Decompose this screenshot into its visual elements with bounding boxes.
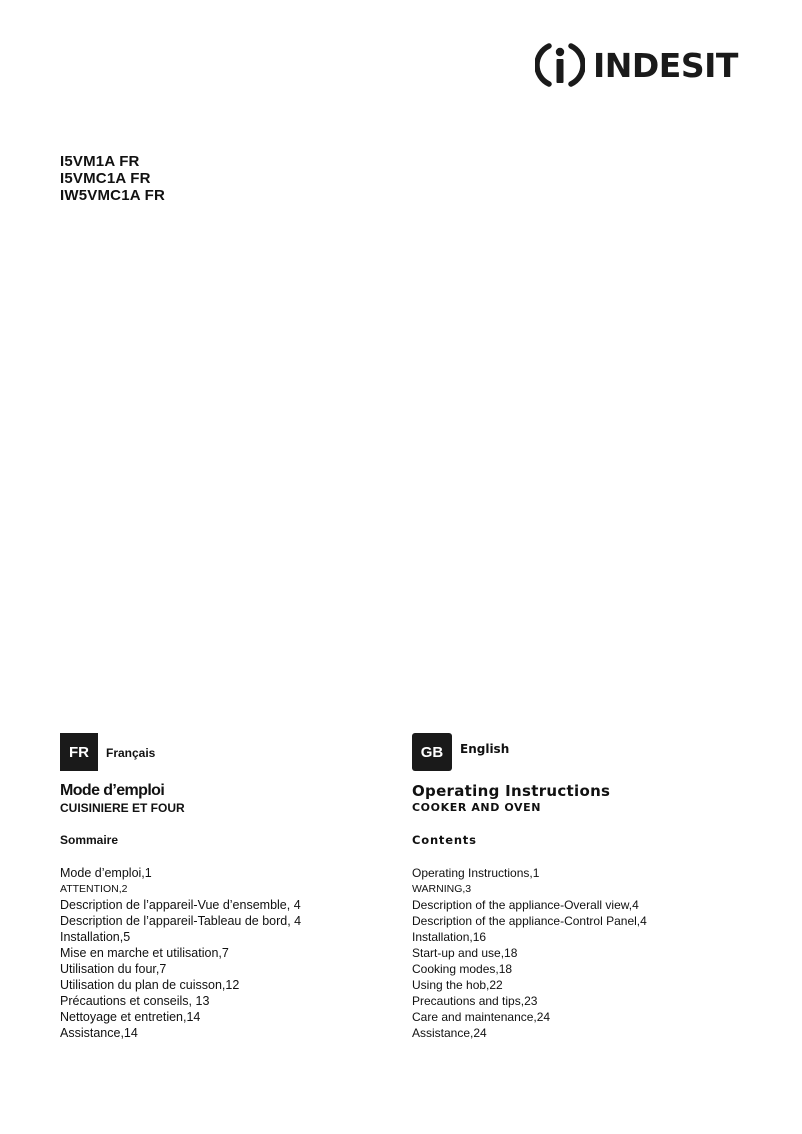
model-number: I5VM1A FR: [60, 153, 140, 170]
document-subtitle: CUISINIERE ET FOUR: [60, 801, 185, 815]
toc-item: Care and maintenance,24: [412, 1010, 551, 1024]
toc-item: WARNING,3: [412, 883, 472, 895]
toc-item: Mise en marche et utilisation,7: [60, 946, 229, 960]
toc-item: Installation,16: [412, 930, 487, 944]
document-subtitle: COOKER AND OVEN: [412, 801, 542, 814]
section-french: [60, 733, 390, 1041]
toc-item: Utilisation du plan de cuisson,12: [60, 978, 240, 992]
toc-item: Description de l’appareil-Vue d’ensemble, 4: [60, 898, 301, 912]
language-badge: FR: [60, 733, 98, 771]
toc-item: Utilisation du four,7: [60, 962, 167, 976]
document-title: Operating Instructions: [412, 782, 611, 800]
toc-item: Assistance,14: [60, 1026, 138, 1040]
toc-item: Description de l’appareil-Tableau de bord, 4: [60, 914, 302, 928]
section-english: [412, 733, 752, 1041]
language-badge: GB: [412, 733, 452, 771]
model-list: [60, 153, 165, 204]
toc-item: ATTENTION,2: [60, 883, 128, 895]
language-name: Français: [106, 746, 156, 760]
toc-item: Description of the appliance-Overall view,4: [412, 898, 639, 912]
contents-heading: Contents: [412, 833, 477, 847]
toc-item: Precautions and tips,23: [412, 994, 538, 1008]
indesit-logo-icon: [535, 38, 585, 92]
document-title: Mode d’emploi: [60, 782, 165, 799]
toc-item: Assistance,24: [412, 1026, 487, 1040]
language-name: English: [460, 742, 510, 756]
toc-item: Précautions et conseils, 13: [60, 994, 210, 1008]
contents-heading: Sommaire: [60, 833, 119, 847]
toc-item: Installation,5: [60, 930, 131, 944]
toc-item: Nettoyage et entretien,14: [60, 1010, 201, 1024]
language-header: [60, 733, 390, 773]
brand-logo: [535, 38, 738, 92]
model-number: I5VMC1A FR: [60, 170, 151, 187]
toc-item: Description of the appliance-Control Panel,4: [412, 914, 647, 928]
table-of-contents: [412, 865, 752, 1041]
toc-item: Using the hob,22: [412, 978, 503, 992]
model-number: IW5VMC1A FR: [60, 187, 165, 204]
toc-item: Mode d’emploi,1: [60, 866, 152, 880]
toc-item: Start-up and use,18: [412, 946, 518, 960]
language-header: [412, 733, 752, 773]
table-of-contents: [60, 865, 390, 1041]
toc-item: Cooking modes,18: [412, 962, 513, 976]
brand-name: INDESIT: [593, 45, 738, 85]
toc-item: Operating Instructions,1: [412, 866, 540, 880]
